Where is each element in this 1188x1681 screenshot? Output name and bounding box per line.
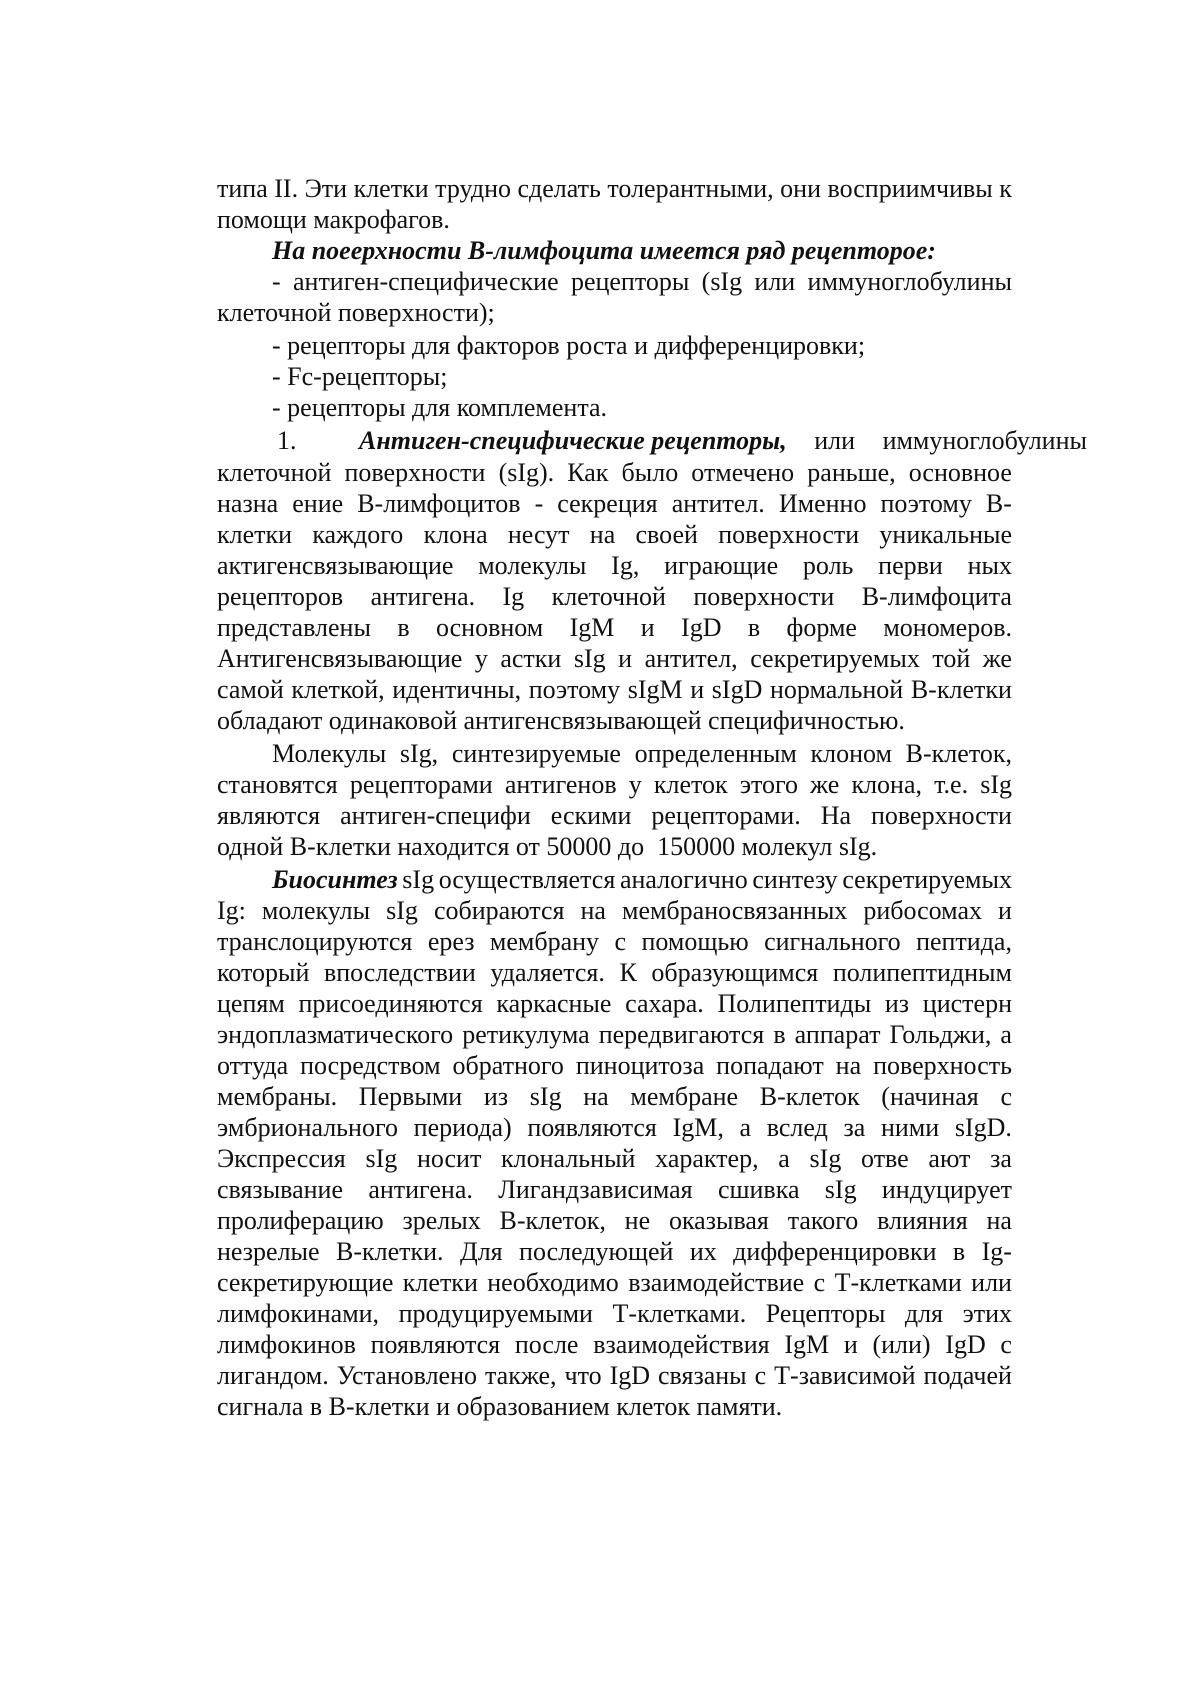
word: необходимо <box>487 1268 619 1297</box>
word: рибосомах <box>863 896 982 925</box>
word: влияния <box>877 1206 968 1235</box>
word: Ig <box>502 582 525 611</box>
word: с <box>1000 1330 1012 1359</box>
word: Установлено <box>336 1361 478 1390</box>
word: Т-зависимой <box>774 1361 916 1390</box>
word: поверхности <box>871 801 1012 830</box>
word: за <box>990 1144 1012 1173</box>
word: уникальные <box>879 520 1012 549</box>
word: IgM <box>569 613 615 642</box>
word: секреция <box>557 489 658 518</box>
word: антигенов <box>504 770 617 799</box>
word: одной В-клетки находится от 50000 до 150000 молекул sIg. <box>217 832 878 861</box>
word: роль <box>802 551 854 580</box>
word: индуцирует <box>881 1175 1012 1204</box>
word: В-клеток <box>759 1082 860 1111</box>
word: в <box>773 1020 786 1049</box>
word: той <box>932 644 971 673</box>
word: после <box>514 1330 579 1359</box>
word: - рецепторы для комплемента. <box>272 393 608 422</box>
word: IgD <box>945 1330 986 1359</box>
numbered-line-text <box>359 424 1087 457</box>
word: sIg <box>386 896 418 925</box>
word: было <box>621 458 679 487</box>
word: лигандом. <box>217 1361 329 1390</box>
text-line <box>217 642 1012 675</box>
word: Эти <box>304 174 348 203</box>
word: иммуноглобулины <box>807 267 1012 296</box>
word: синтезируемые <box>451 739 621 768</box>
text-line <box>217 549 1012 582</box>
word: Именно <box>778 489 867 518</box>
word: цепям <box>217 989 285 1018</box>
word: на <box>583 1082 609 1111</box>
word: рецепторами <box>349 770 493 799</box>
word: sIg <box>824 1175 857 1204</box>
word: В-лимфоцитов <box>357 489 521 518</box>
word: с <box>754 1361 767 1390</box>
word: сигнального <box>764 927 901 956</box>
word: основном <box>435 613 544 642</box>
word: В-лимфоцита <box>861 582 1012 611</box>
word: представлены <box>217 613 371 642</box>
word: их <box>689 1237 717 1266</box>
text-line <box>217 1049 1012 1082</box>
text-line <box>217 296 1012 329</box>
word: обладают одинаковой антигенсвязывающей специфичностью. <box>217 706 905 735</box>
word: актигенсвязывающие <box>217 551 454 580</box>
word: или <box>754 267 796 296</box>
word: своей <box>635 520 698 549</box>
word: sIgD. <box>954 1113 1012 1142</box>
word: Рецепторы <box>765 1299 886 1328</box>
word: пиноцитоза <box>575 1051 705 1080</box>
word: пролиферацию <box>217 1206 384 1235</box>
word: что <box>564 1361 602 1390</box>
word: становятся <box>217 770 338 799</box>
text-line <box>217 1080 1012 1113</box>
word: же <box>982 644 1012 673</box>
word: (или) <box>872 1330 931 1359</box>
word: эмбрионального <box>217 1113 398 1142</box>
text-line <box>217 265 1012 298</box>
word: sIg, <box>399 739 439 768</box>
word: клональный <box>501 1144 636 1173</box>
word: клона, <box>851 770 923 799</box>
word: молекулы <box>261 896 371 925</box>
word: IgD <box>681 613 722 642</box>
word: помощи макрофагов. <box>217 205 450 234</box>
text-line <box>217 456 1012 489</box>
word: рецепторов <box>217 582 344 611</box>
word: sIg <box>980 770 1012 799</box>
word: - рецепторы для факторов роста и дифференцировки; <box>272 331 866 360</box>
word: секретирующие <box>217 1268 394 1297</box>
word: носит <box>416 1144 482 1173</box>
word: в <box>747 613 761 642</box>
word: синтезу <box>752 865 838 894</box>
word: этого <box>739 770 799 799</box>
word: т.е. <box>934 770 969 799</box>
word: поэтому <box>528 675 621 704</box>
word: поверхности <box>718 520 860 549</box>
word: помощью <box>641 927 749 956</box>
word: дифференцировки <box>733 1237 937 1266</box>
word: мембраносвязанных <box>621 896 848 925</box>
word: отве <box>861 1144 909 1173</box>
word: Гольджи, <box>889 1020 992 1049</box>
word: с <box>614 927 627 956</box>
word: IgM <box>784 1330 830 1359</box>
word: эндоплазматического <box>217 1020 454 1049</box>
word: секретируемых <box>842 865 1012 894</box>
word: sIg <box>402 865 435 894</box>
word: - Fc-рецепторы; <box>272 362 448 391</box>
word: идентичны, <box>392 675 522 704</box>
word: или <box>814 426 856 455</box>
word: В-клетки. <box>335 1237 444 1266</box>
word: а <box>1000 1020 1012 1049</box>
word: клеточной <box>217 458 332 487</box>
text-line <box>217 1328 1012 1361</box>
word: присоединяются <box>298 989 483 1018</box>
word: поверхность <box>873 1051 1012 1080</box>
word: мембраны. <box>217 1082 338 1111</box>
word: с <box>1000 1082 1012 1111</box>
word: из <box>483 1082 509 1111</box>
word: и <box>640 613 655 642</box>
word: На <box>820 801 852 830</box>
word: антиген-специфи <box>340 801 531 830</box>
word: (начиная <box>881 1082 979 1111</box>
word: Молекулы <box>272 739 387 768</box>
text-line <box>217 1390 1012 1423</box>
word: каждого <box>312 520 404 549</box>
word: пептида, <box>916 927 1012 956</box>
word: подачей <box>923 1361 1012 1390</box>
word: антигена. <box>368 1175 473 1204</box>
word: sIg <box>365 1144 398 1173</box>
word: мембране <box>630 1082 739 1111</box>
word: иммуноглобулины <box>882 426 1087 455</box>
word: типа <box>217 174 268 203</box>
word: назна <box>217 489 279 518</box>
word: собираются <box>433 896 565 925</box>
word: ерез <box>427 927 475 956</box>
word: антител. <box>671 489 765 518</box>
word: они <box>780 174 821 203</box>
word: В-клеток, <box>905 739 1012 768</box>
word: Т-клетками. <box>612 1299 747 1328</box>
word: нормальной <box>769 675 904 704</box>
word: на <box>580 896 606 925</box>
word: ними <box>880 1113 940 1142</box>
word: впоследствии <box>323 958 476 987</box>
word: у <box>628 770 642 799</box>
word: клетки <box>353 174 429 203</box>
word: мономеров. <box>883 613 1012 642</box>
word: такого <box>787 1206 859 1235</box>
word: взаимодействия <box>593 1330 770 1359</box>
word: антител, <box>644 644 738 673</box>
word: появляются <box>370 1330 501 1359</box>
text-line <box>217 894 1012 927</box>
text-line <box>217 768 1012 801</box>
word: Ig, <box>611 551 640 580</box>
word: Лигандзависимая <box>498 1175 693 1204</box>
word: клеточной <box>551 582 666 611</box>
word: а <box>739 1113 752 1142</box>
word: рецепторами. <box>651 801 801 830</box>
text-line <box>217 580 1012 613</box>
word: и <box>998 896 1012 925</box>
word: сигнала в В-клетки и образованием клеток памяти. <box>217 1392 783 1421</box>
word: а <box>778 1144 790 1173</box>
bold-phrase: Антиген-специфические рецепторы, <box>359 426 787 455</box>
word: образующимся <box>651 958 819 987</box>
word: удаляется. <box>490 958 605 987</box>
text-line <box>217 1204 1012 1237</box>
text-line <box>217 704 1012 737</box>
word: самой <box>217 675 284 704</box>
text-line <box>217 1359 1012 1392</box>
word: sIgD <box>711 675 763 704</box>
text-line <box>217 518 1012 551</box>
word: В-клетки <box>910 675 1012 704</box>
word: (sIg). <box>498 458 555 487</box>
word: передвигаются <box>598 1020 765 1049</box>
text-line <box>217 1297 1012 1330</box>
text-line <box>217 1235 1012 1268</box>
word: толерантными, <box>607 174 774 203</box>
word: клеток <box>653 770 728 799</box>
word: на <box>589 520 616 549</box>
word: клетки <box>217 520 293 549</box>
word: на <box>986 1206 1012 1235</box>
word: клеточной поверхности); <box>217 298 495 327</box>
word: II. <box>274 174 299 203</box>
word: посредством <box>300 1051 441 1080</box>
word: связывание <box>217 1175 344 1204</box>
word: и <box>618 644 633 673</box>
word: появляются <box>527 1113 657 1142</box>
word: продуцируемыми <box>398 1299 593 1328</box>
word: аналогично <box>619 865 748 894</box>
word: Экспрессия <box>217 1144 346 1173</box>
word: связаны <box>658 1361 747 1390</box>
word: попадают <box>716 1051 824 1080</box>
word: сахара. <box>625 989 704 1018</box>
text-line <box>217 1142 1012 1175</box>
word: Как <box>567 458 609 487</box>
word: перви <box>878 551 943 580</box>
word: sIg <box>529 1082 562 1111</box>
text-line <box>217 234 1012 267</box>
word: трудно <box>435 174 511 203</box>
word: характер, <box>655 1144 759 1173</box>
word: клона <box>423 520 488 549</box>
word: играющие <box>664 551 779 580</box>
word: клетки <box>402 1268 478 1297</box>
word: за <box>843 1113 866 1142</box>
word: и <box>843 1330 858 1359</box>
text-line <box>217 360 1012 393</box>
list-number: 1. <box>277 426 297 455</box>
word: вслед <box>766 1113 828 1142</box>
word: несут <box>507 520 570 549</box>
word: секретируемых <box>750 644 920 673</box>
text-line <box>217 424 1087 457</box>
word: из <box>884 989 910 1018</box>
word: основное <box>908 458 1012 487</box>
word: IgD <box>609 1361 651 1390</box>
word: sIgM <box>627 675 683 704</box>
word: незрелые <box>217 1237 320 1266</box>
word: оттуда <box>217 1051 289 1080</box>
word: отмечено <box>691 458 795 487</box>
word: клоном <box>810 739 892 768</box>
word: IgM, <box>672 1113 724 1142</box>
word: рецепторы <box>570 267 690 296</box>
word: каркасные <box>496 989 612 1018</box>
text-line <box>217 1018 1012 1051</box>
word: на <box>835 1051 862 1080</box>
word: являются <box>217 801 321 830</box>
word: в <box>397 613 410 642</box>
word: астки <box>500 644 562 673</box>
word: sIg <box>809 1144 842 1173</box>
bold-phrase: Биосинтез <box>272 865 398 894</box>
word: в <box>952 1237 966 1266</box>
word: который <box>217 958 310 987</box>
word: Ig: <box>217 896 246 925</box>
word: - <box>272 267 281 296</box>
word: взаимодействие <box>628 1268 805 1297</box>
word: сшивка <box>717 1175 800 1204</box>
word: аппарат <box>794 1020 881 1049</box>
word: с <box>813 1268 826 1297</box>
word: В- <box>985 489 1012 518</box>
word: осуществляется <box>438 865 616 894</box>
word: клеткой, <box>291 675 385 704</box>
word: сделать <box>517 174 601 203</box>
word: последующей <box>519 1237 674 1266</box>
text-line <box>217 1173 1012 1206</box>
word: ение <box>292 489 344 518</box>
word: лимфокинами, <box>217 1299 380 1328</box>
text-line <box>217 1111 1012 1144</box>
word: также, <box>485 1361 557 1390</box>
text-line <box>217 611 1012 644</box>
word: В-клеток, <box>499 1206 606 1235</box>
word: ескими <box>550 801 632 830</box>
word: периода) <box>413 1113 512 1142</box>
text-line <box>217 487 1012 520</box>
word: ных <box>967 551 1012 580</box>
word: лимфокинов <box>217 1330 356 1359</box>
word: для <box>904 1299 944 1328</box>
word: зрелых <box>402 1206 481 1235</box>
word: поэтому <box>880 489 972 518</box>
text-line <box>217 203 1012 236</box>
word: Для <box>459 1237 503 1266</box>
word: sIg <box>573 644 606 673</box>
word: К <box>619 958 637 987</box>
word: - <box>534 489 544 518</box>
word: мембрану <box>489 927 600 956</box>
word: у <box>474 644 488 673</box>
text-line <box>217 987 1012 1020</box>
text-line <box>217 956 1012 989</box>
word: Антигенсвязывающие <box>217 644 463 673</box>
word: поверхности <box>693 582 835 611</box>
text-line <box>217 329 1012 362</box>
word: цистерн <box>922 989 1012 1018</box>
word: Первыми <box>358 1082 463 1111</box>
text-line <box>217 673 1012 706</box>
word: Т-клетками <box>834 1268 962 1297</box>
text-line <box>217 391 1012 424</box>
word: молекулы <box>478 551 587 580</box>
word: ают <box>928 1144 971 1173</box>
word: восприимчивы <box>827 174 993 203</box>
word: транслоцируются <box>217 927 413 956</box>
word: этих <box>962 1299 1012 1328</box>
word: антигена. <box>370 582 476 611</box>
word: Полипептиды <box>717 989 872 1018</box>
word: антиген-специфические <box>292 267 559 296</box>
text-line <box>217 172 1012 205</box>
word: определенным <box>634 739 797 768</box>
bold-phrase: На поеерхности В-лимфоцита имеется ряд рецепторое: <box>272 236 936 265</box>
word: же <box>810 770 840 799</box>
word: форме <box>786 613 857 642</box>
text-line <box>217 830 1012 863</box>
word: к <box>999 174 1012 203</box>
text-line <box>217 799 1012 832</box>
word: обратного <box>452 1051 564 1080</box>
text-line <box>217 925 1012 958</box>
word: полипептидным <box>832 958 1012 987</box>
word: поверхности <box>344 458 486 487</box>
word: ретикулума <box>462 1020 590 1049</box>
text-line <box>217 737 1012 770</box>
word: или <box>971 1268 1012 1297</box>
word: и <box>690 675 705 704</box>
text-line <box>217 1266 1012 1299</box>
word: Ig- <box>981 1237 1012 1266</box>
word: (sIg <box>701 267 743 296</box>
text-line <box>217 863 1012 896</box>
word: оказывая <box>668 1206 769 1235</box>
word: не <box>624 1206 651 1235</box>
word: раньше, <box>807 458 896 487</box>
